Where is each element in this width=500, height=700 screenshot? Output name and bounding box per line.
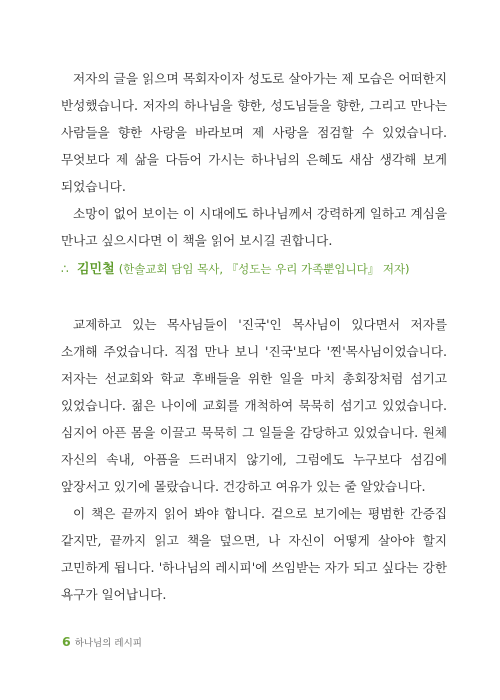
endorsement-paragraph-3: 교제하고 있는 목사님들이 '진국'인 목사님이 있다면서 저자를 소개해 주었습니다. 직접 만나 보니 '진국'보다 '찐'목사님이었습니다. 저자는 선교회와 학교 후배들을 위한 일을 마치 총회장처럼 섬기고 있었습니다. 젊은 나이에 교회를 개척하여 묵묵히 섬기고 있었습니다. 심지어 아픈 몸을 이끌고 묵묵히 그 일들을 감당하고 있었습니다. 원체 자신의 속내, 아픔을 드러내지 않기에, 그럼에도 누구보다 섬김에 앞장서고 있기에 몰랐습니다. 건강하고 여유가 있는 줄 알았습니다. xyxy=(61,317,447,494)
page-footer xyxy=(62,634,142,651)
three-dots-icon: ∴ xyxy=(61,262,69,276)
page-number: 6 xyxy=(62,634,71,649)
endorsement-paragraph-1: 저자의 글을 읽으며 목회자이자 성도로 살아가는 제 모습은 어떠한지 반성했습니다. 저자의 하나님을 향한, 성도님들을 향한, 그리고 만나는 사람들을 향한 사랑을 바라보며 제 사랑을 점검할 수 있었습니다. 무엇보다 제 삶을 다듬어 가시는 하나님의 은혜도 새삼 생각해 보게 되었습니다. xyxy=(61,71,447,194)
endorser-line xyxy=(61,259,410,280)
running-book-title: 하나님의 레시피 xyxy=(74,638,142,649)
endorser-description: (한솔교회 담임 목사, 『성도는 우리 가족뿐입니다』 저자) xyxy=(118,262,410,276)
endorsement-paragraph-2: 소망이 없어 보이는 이 시대에도 하나님께서 강력하게 일하고 계심을 만나고 싶으시다면 이 책을 읽어 보시길 권합니다. xyxy=(61,206,447,248)
endorsement-paragraph-4: 이 책은 끝까지 읽어 봐야 합니다. 겉으로 보기에는 평범한 간증집 같지만, 끝까지 읽고 책을 덮으면, 나 자신이 어떻게 살아야 할지 고민하게 됩니다. '하나님의 레시피'에 쓰임받는 자가 되고 싶다는 강한 욕구가 일어납니다. xyxy=(61,506,447,602)
endorser-name: 김민철 xyxy=(77,262,115,277)
